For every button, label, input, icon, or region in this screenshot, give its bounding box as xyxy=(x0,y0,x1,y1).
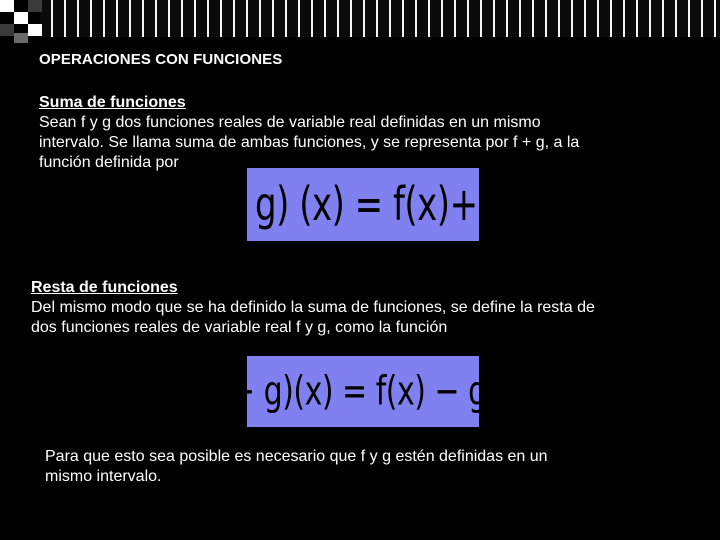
page-title: OPERACIONES CON FUNCIONES xyxy=(39,51,283,68)
suma-paragraph-line: función definida por xyxy=(39,154,179,171)
suma-paragraph-line: Sean f y g dos funciones reales de variable real definidas en un mismo xyxy=(39,114,541,131)
nota-line: Para que esto sea posible es necesario que f y g estén definidas en un xyxy=(45,448,548,465)
suma-section xyxy=(39,93,655,173)
resta-paragraph-line: dos funciones reales de variable real f y g, como la función xyxy=(31,319,448,336)
suma-formula-box xyxy=(182,168,544,241)
resta-section xyxy=(31,278,681,338)
resta-paragraph-line: Del mismo modo que se ha definido la suma de funciones, se define la resta de xyxy=(31,299,595,316)
suma-heading: Suma de funciones xyxy=(39,94,186,111)
nota-line: mismo intervalo. xyxy=(45,468,162,485)
header-stripe-band xyxy=(40,0,720,37)
corner-checker-decoration xyxy=(0,0,60,45)
suma-paragraph-line: intervalo. Se llama suma de ambas funciones, y se representa por f + g, a la xyxy=(39,134,580,151)
suma-formula: (f + g) (x) = f(x)+g(x) xyxy=(182,177,544,232)
nota-section xyxy=(45,447,661,487)
resta-formula-box xyxy=(199,356,527,427)
resta-formula: (f − g)(x) = f(x) − g(x) xyxy=(199,367,527,416)
resta-heading: Resta de funciones xyxy=(31,279,178,296)
